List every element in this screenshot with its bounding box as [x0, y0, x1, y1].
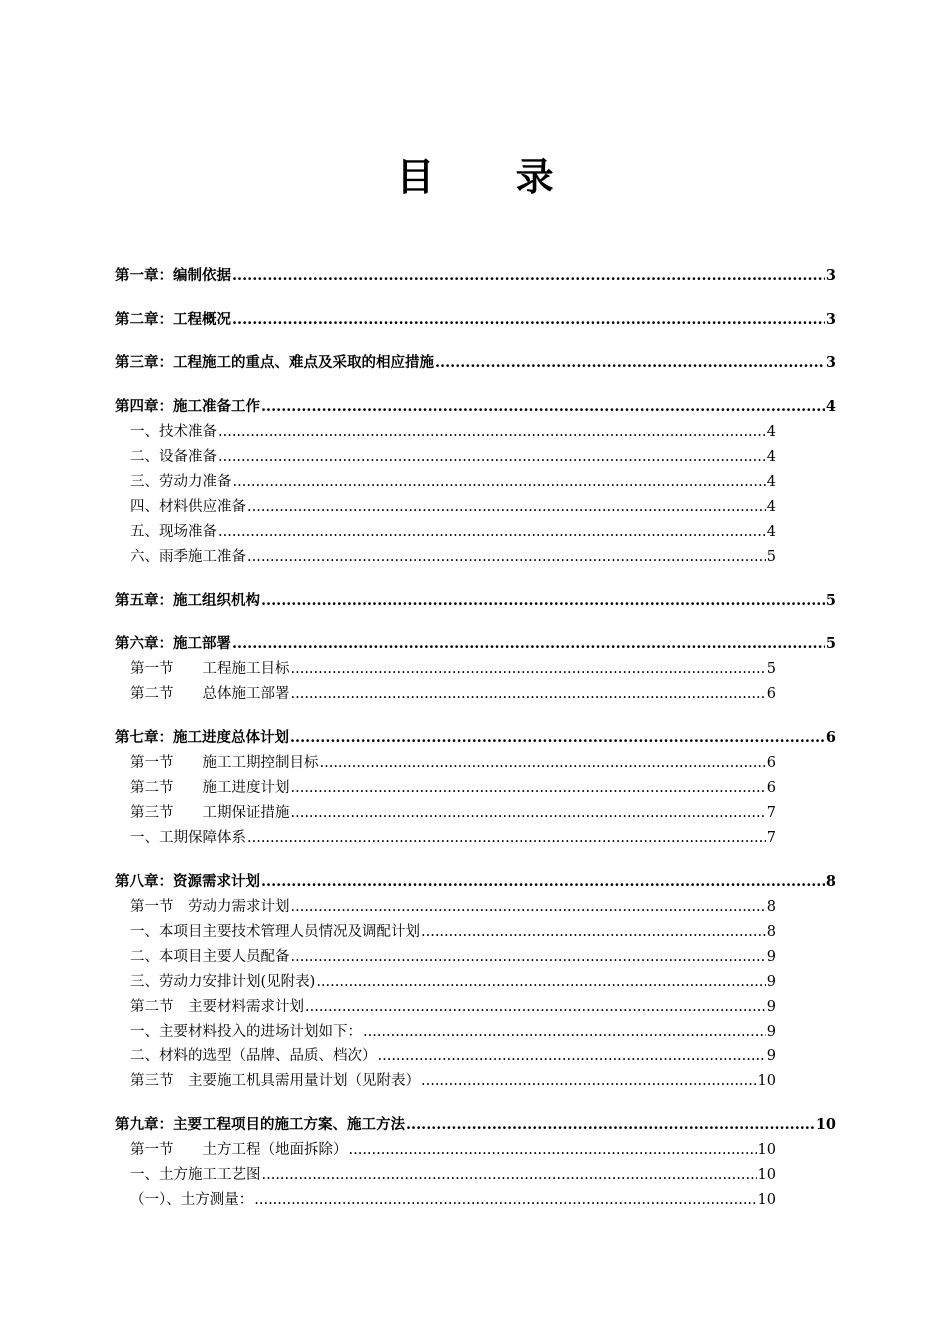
toc-entry-page-number: 10	[757, 1142, 776, 1158]
toc-leader-dots	[290, 727, 825, 749]
toc-entry-page-number: 6	[825, 729, 836, 746]
toc-leader-dots	[421, 921, 766, 943]
toc-entry-label: 二、材料的选型（品牌、品质、档次）	[130, 1048, 377, 1064]
toc-entry-page-number: 4	[766, 524, 776, 540]
toc-chapter-entry[interactable]	[115, 265, 836, 287]
toc-leader-dots	[435, 352, 825, 374]
toc-entry-page-number: 3	[825, 311, 836, 328]
toc-entry-page-number: 5	[766, 661, 776, 677]
toc-entry-page-number: 5	[766, 549, 776, 565]
toc-section-entry[interactable]	[130, 546, 776, 568]
toc-section-entry[interactable]	[130, 996, 776, 1018]
toc-entry-label: 第六章：施工部署	[115, 635, 231, 652]
toc-entry-page-number: 8	[766, 899, 776, 915]
toc-entry-label: 第三章：工程施工的重点、难点及采取的相应措施	[115, 354, 434, 371]
toc-entry-page-number: 6	[766, 780, 776, 796]
toc-leader-dots	[378, 1045, 766, 1067]
toc-section-entry[interactable]	[130, 1139, 776, 1161]
toc-entry-page-number: 4	[766, 499, 776, 515]
toc-chapter-entry[interactable]	[115, 1114, 836, 1136]
toc-entry-page-number: 10	[757, 1192, 776, 1208]
toc-entry-page-number: 4	[766, 449, 776, 465]
toc-entry-label: 第九章：主要工程项目的施工方案、施工方法	[115, 1116, 405, 1133]
toc-leader-dots	[218, 521, 766, 543]
toc-leader-dots	[421, 1070, 757, 1092]
toc-leader-dots	[261, 396, 825, 418]
toc-entry-label: 一、本项目主要技术管理人员情况及调配计划	[130, 924, 420, 940]
toc-leader-dots	[406, 1114, 815, 1136]
toc-section-entry[interactable]	[130, 521, 776, 543]
toc-leader-dots	[261, 590, 825, 612]
toc-entry-label: （一）、土方测量：	[130, 1192, 254, 1208]
toc-section-entry[interactable]	[130, 946, 776, 968]
toc-section-entry[interactable]	[130, 1164, 776, 1186]
toc-chapter-entry[interactable]	[115, 396, 836, 418]
toc-leader-dots	[218, 421, 766, 443]
toc-chapter-entry[interactable]	[115, 727, 836, 749]
toc-section-entry[interactable]	[130, 921, 776, 943]
toc-entry-page-number: 7	[766, 805, 776, 821]
toc-section-entry[interactable]	[130, 802, 776, 824]
page-title: 目 录	[396, 154, 588, 199]
toc-leader-dots	[291, 777, 766, 799]
toc-entry-label: 二、设备准备	[130, 449, 217, 465]
toc-entry-label: 一、工期保障体系	[130, 830, 246, 846]
toc-section-entry[interactable]	[130, 496, 776, 518]
toc-entry-label: 第八章：资源需求计划	[115, 873, 260, 890]
toc-entry-label: 一、技术准备	[130, 424, 217, 440]
toc-leader-dots	[349, 1139, 757, 1161]
toc-entry-page-number: 4	[825, 398, 836, 415]
toc-leader-dots	[233, 471, 766, 493]
toc-entry-label: 第一节 土方工程（地面拆除）	[130, 1142, 348, 1158]
toc-section-entry[interactable]	[130, 421, 776, 443]
toc-leader-dots	[291, 946, 766, 968]
toc-section-entry[interactable]	[130, 827, 776, 849]
toc-chapter-entry[interactable]	[115, 309, 836, 331]
toc-leader-dots	[247, 827, 766, 849]
toc-entry-label: 第五章：施工组织机构	[115, 592, 260, 609]
toc-leader-dots	[232, 309, 825, 331]
toc-entry-page-number: 7	[766, 830, 776, 846]
toc-entry-label: 第一节 劳动力需求计划	[130, 899, 290, 915]
toc-entry-label: 第二节 主要材料需求计划	[130, 999, 304, 1015]
toc-entry-page-number: 10	[757, 1073, 776, 1089]
toc-entry-label: 第一节 施工工期控制目标	[130, 755, 319, 771]
toc-leader-dots	[363, 1021, 766, 1043]
toc-entry-page-number: 6	[766, 686, 776, 702]
toc-leader-dots	[291, 802, 766, 824]
toc-entry-label: 三、劳动力安排计划(见附表)	[130, 974, 316, 990]
toc-entry-label: 一、主要材料投入的进场计划如下：	[130, 1024, 362, 1040]
toc-section-entry[interactable]	[130, 971, 776, 993]
toc-entry-label: 第四章：施工准备工作	[115, 398, 260, 415]
toc-entry-label: 第二章：工程概况	[115, 311, 231, 328]
toc-section-entry[interactable]	[130, 777, 776, 799]
toc-entry-page-number: 10	[757, 1167, 776, 1183]
toc-section-entry[interactable]	[130, 1070, 776, 1092]
toc-chapter-entry[interactable]	[115, 352, 836, 374]
toc-entry-page-number: 3	[825, 267, 836, 284]
toc-entry-page-number: 9	[766, 999, 776, 1015]
toc-section-entry[interactable]	[130, 1045, 776, 1067]
toc-leader-dots	[262, 1164, 757, 1186]
toc-entry-label: 第一章：编制依据	[115, 267, 231, 284]
toc-section-entry[interactable]	[130, 446, 776, 468]
toc-entry-label: 第三节 工期保证措施	[130, 805, 290, 821]
toc-entry-page-number: 9	[766, 949, 776, 965]
toc-entry-page-number: 8	[825, 873, 836, 890]
toc-entry-page-number: 4	[766, 474, 776, 490]
toc-entry-page-number: 6	[766, 755, 776, 771]
toc-leader-dots	[291, 896, 766, 918]
toc-entry-label: 二、本项目主要人员配备	[130, 949, 290, 965]
toc-entry-label: 第二节 总体施工部署	[130, 686, 290, 702]
toc-leader-dots	[320, 752, 766, 774]
toc-entry-label: 第三节 主要施工机具需用量计划（见附表）	[130, 1073, 420, 1089]
toc-section-entry[interactable]	[130, 683, 776, 705]
toc-leader-dots	[316, 971, 765, 993]
toc-section-entry[interactable]	[130, 752, 776, 774]
toc-leader-dots	[305, 996, 766, 1018]
toc-entry-page-number: 5	[825, 635, 836, 652]
toc-entry-label: 六、雨季施工准备	[130, 549, 246, 565]
toc-entry-page-number: 3	[825, 354, 836, 371]
toc-leader-dots	[247, 496, 766, 518]
toc-entry-page-number: 10	[815, 1116, 836, 1133]
toc-entry-page-number: 5	[825, 592, 836, 609]
toc-section-entry[interactable]	[130, 1021, 776, 1043]
toc-leader-dots	[254, 1189, 756, 1211]
toc-leader-dots	[232, 633, 825, 655]
toc-leader-dots	[261, 871, 825, 893]
toc-leader-dots	[232, 265, 825, 287]
toc-entry-label: 一、土方施工工艺图	[130, 1167, 261, 1183]
toc-entry-label: 第二节 施工进度计划	[130, 780, 290, 796]
toc-entry-page-number: 8	[766, 924, 776, 940]
toc-entry-label: 第七章：施工进度总体计划	[115, 729, 289, 746]
toc-section-entry[interactable]	[130, 896, 776, 918]
toc-chapter-entry[interactable]	[115, 590, 836, 612]
toc-entry-page-number: 9	[766, 974, 776, 990]
toc-leader-dots	[291, 658, 766, 680]
toc-entry-label: 三、劳动力准备	[130, 474, 232, 490]
toc-leader-dots	[218, 446, 766, 468]
toc-entry-label: 五、现场准备	[130, 524, 217, 540]
toc-entry-page-number: 9	[766, 1048, 776, 1064]
toc-leader-dots	[291, 683, 766, 705]
toc-entry-label: 四、材料供应准备	[130, 499, 246, 515]
toc-section-entry[interactable]	[130, 1189, 776, 1211]
toc-entry-label: 第一节 工程施工目标	[130, 661, 290, 677]
toc-chapter-entry[interactable]	[115, 633, 836, 655]
toc-entry-page-number: 9	[766, 1024, 776, 1040]
toc-section-entry[interactable]	[130, 471, 776, 493]
toc-entry-page-number: 4	[766, 424, 776, 440]
toc-chapter-entry[interactable]	[115, 871, 836, 893]
toc-leader-dots	[247, 546, 766, 568]
toc-section-entry[interactable]	[130, 658, 776, 680]
